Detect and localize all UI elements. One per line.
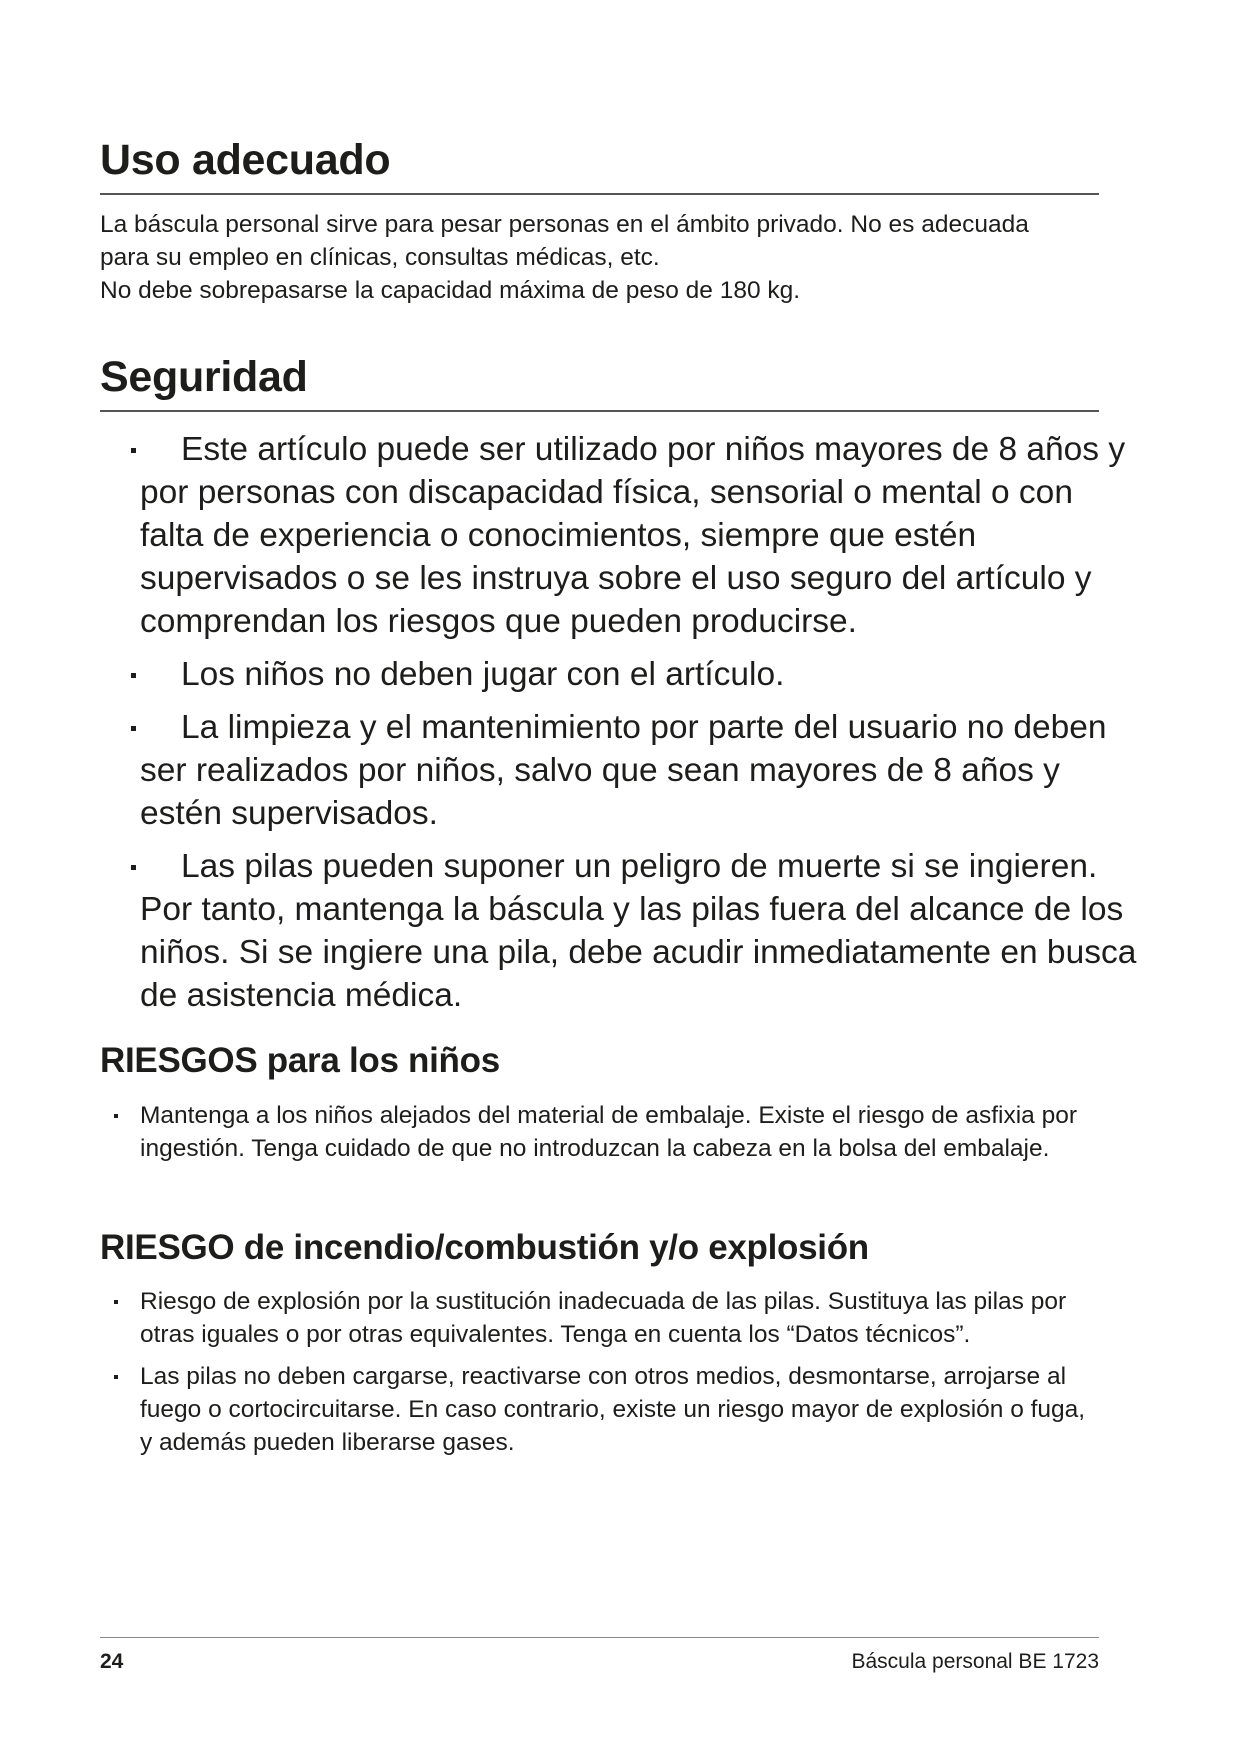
bullet-icon [114,1375,118,1379]
list-item-text: La limpieza y el mantenimiento por parte del usuario no deben ser realizados por niños, salvo que sean mayores de 8 años y estén supervisados. [140,709,1107,832]
list-item-text: Los niños no deben jugar con el artículo. [181,656,785,693]
seguridad-list [140,428,1140,1027]
paragraph-line: No debe sobrepasarse la capacidad máxima de peso de 180 kg. [100,277,801,304]
riesgo-incendio-list [140,1285,1100,1468]
list-item [140,1099,1100,1165]
list-item [140,653,1140,696]
list-item-text: Riesgo de explosión por la sustitución inadecuada de las pilas. Sustituya las pilas por otras iguales o por otras equivalentes. Tenga en cuenta los “Datos técnicos”. [140,1288,1067,1348]
list-item [140,1360,1100,1459]
bullet-icon [131,865,136,870]
bullet-icon [114,1300,118,1304]
list-item [140,706,1140,835]
riesgos-ninos-list [140,1099,1100,1174]
page-number: 24 [100,1650,124,1673]
footer-product-title: Báscula personal BE 1723 [851,1650,1099,1673]
heading-rule [100,193,1099,195]
heading-rule [100,410,1099,412]
heading-uso-adecuado: Uso adecuado [100,136,391,184]
list-item [140,428,1140,643]
heading-riesgo-incendio: RIESGO de incendio/combustión y/o explosión [100,1228,869,1267]
bullet-icon [131,673,136,678]
bullet-icon [131,448,136,453]
bullet-icon [114,1114,118,1118]
paragraph-line: para su empleo en clínicas, consultas médicas, etc. [100,244,660,271]
list-item [140,1285,1100,1351]
list-item-text: Mantenga a los niños alejados del material de embalaje. Existe el riesgo de asfixia por ingestión. Tenga cuidado de que no introduzcan la cabeza en la bolsa del embalaje. [140,1102,1077,1162]
list-item-text: Las pilas no deben cargarse, reactivarse con otros medios, desmontarse, arrojarse al fuego o cortocircuitarse. En caso contrario, existe un riesgo mayor de explosión o fuga, y además pueden liberarse gases. [140,1363,1086,1456]
uso-adecuado-paragraph [100,208,1100,307]
heading-seguridad: Seguridad [100,353,308,401]
bullet-icon [131,726,136,731]
heading-riesgos-ninos: RIESGOS para los niños [100,1041,500,1080]
paragraph-line: La báscula personal sirve para pesar personas en el ámbito privado. No es adecuada [100,211,1029,238]
list-item-text: Las pilas pueden suponer un peligro de muerte si se ingieren. Por tanto, mantenga la báscula y las pilas fuera del alcance de los niños. Si se ingiere una pila, debe acudir inmediatamente en busca de asistencia médica. [140,848,1137,1014]
list-item [140,845,1140,1017]
footer-rule [100,1637,1099,1638]
list-item-text: Este artículo puede ser utilizado por niños mayores de 8 años y por personas con discapacidad física, sensorial o mental o con falta de experiencia o conocimientos, siempre que estén supervisados o se les instruya sobre el uso seguro del artículo y comprendan los riesgos que pueden producirse. [140,431,1126,640]
